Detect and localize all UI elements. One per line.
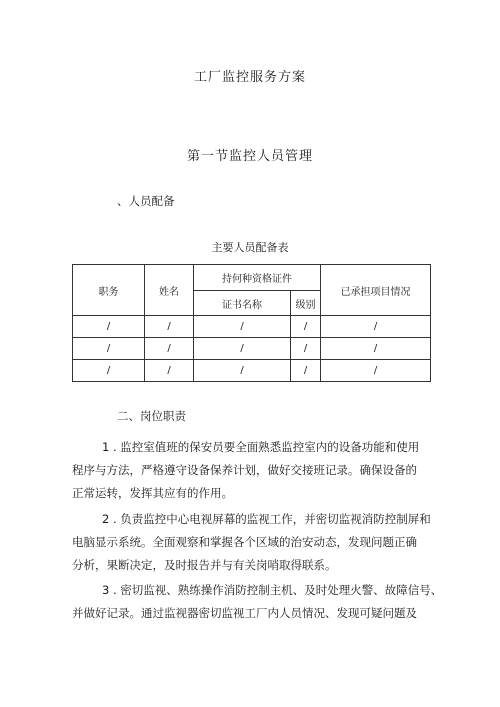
table-cell: / (73, 316, 145, 338)
table-row (73, 338, 431, 360)
table-cell: / (145, 360, 194, 382)
table-caption: 主要人员配备表 (211, 241, 289, 254)
header-name: 姓名 (145, 265, 194, 316)
table-row (73, 316, 431, 338)
staffing-table (72, 264, 431, 382)
table-cell: / (194, 360, 291, 382)
header-certificate-group: 持何种资格证件 (194, 265, 321, 291)
table-cell: / (194, 338, 291, 360)
duties-heading: 二、岗位职责 (117, 409, 186, 423)
table-cell: / (194, 316, 291, 338)
header-certificate-name: 证书名称 (194, 291, 291, 316)
table-cell: / (321, 360, 431, 382)
table-cell: / (321, 338, 431, 360)
paragraph-line: 电脑显示系统。全面观察和掌握各个区域的治安动态，发现问题正确 (72, 535, 417, 549)
paragraph-line: 并做好记录。通过监视器密切监视工厂内人员情况、发现可疑问题及 (72, 606, 417, 620)
table-cell: / (291, 316, 321, 338)
table-cell: / (73, 360, 145, 382)
staffing-heading: 、人员配备 (117, 194, 175, 208)
header-projects: 已承担项目情况 (321, 265, 431, 316)
table-cell: / (73, 338, 145, 360)
table-cell: / (321, 316, 431, 338)
table-cell: / (145, 316, 194, 338)
paragraph-line: 分析，果断决定，及时报告并与有关岗哨取得联系。 (72, 558, 337, 572)
paragraph-2 (72, 508, 432, 577)
paragraph-3 (72, 579, 443, 625)
paragraph-1 (72, 436, 432, 505)
paragraph-line: 3 . 密切监视、熟练操作消防控制主机、及时处理火警、故障信号、 (102, 583, 443, 597)
paragraph-line: 2 . 负责监控中心电视屏幕的监视工作，并密切监视消防控制屏和 (102, 512, 431, 526)
table-cell: / (291, 360, 321, 382)
paragraph-line: 程序与方法，严格遵守设备保养计划，做好交接班记录。确保设备的 (72, 463, 417, 477)
paragraph-line: 1 . 监控室值班的保安员要全面熟悉监控室内的设备功能和使用 (102, 440, 420, 454)
header-level: 级别 (291, 291, 321, 316)
document-title: 工厂监控服务方案 (193, 70, 306, 85)
header-position: 职务 (73, 265, 145, 316)
table-row (73, 360, 431, 382)
table-cell: / (145, 338, 194, 360)
paragraph-line: 正常运转，发挥其应有的作用。 (72, 486, 233, 500)
section-title: 第一节监控人员管理 (186, 149, 313, 164)
table-cell: / (291, 338, 321, 360)
